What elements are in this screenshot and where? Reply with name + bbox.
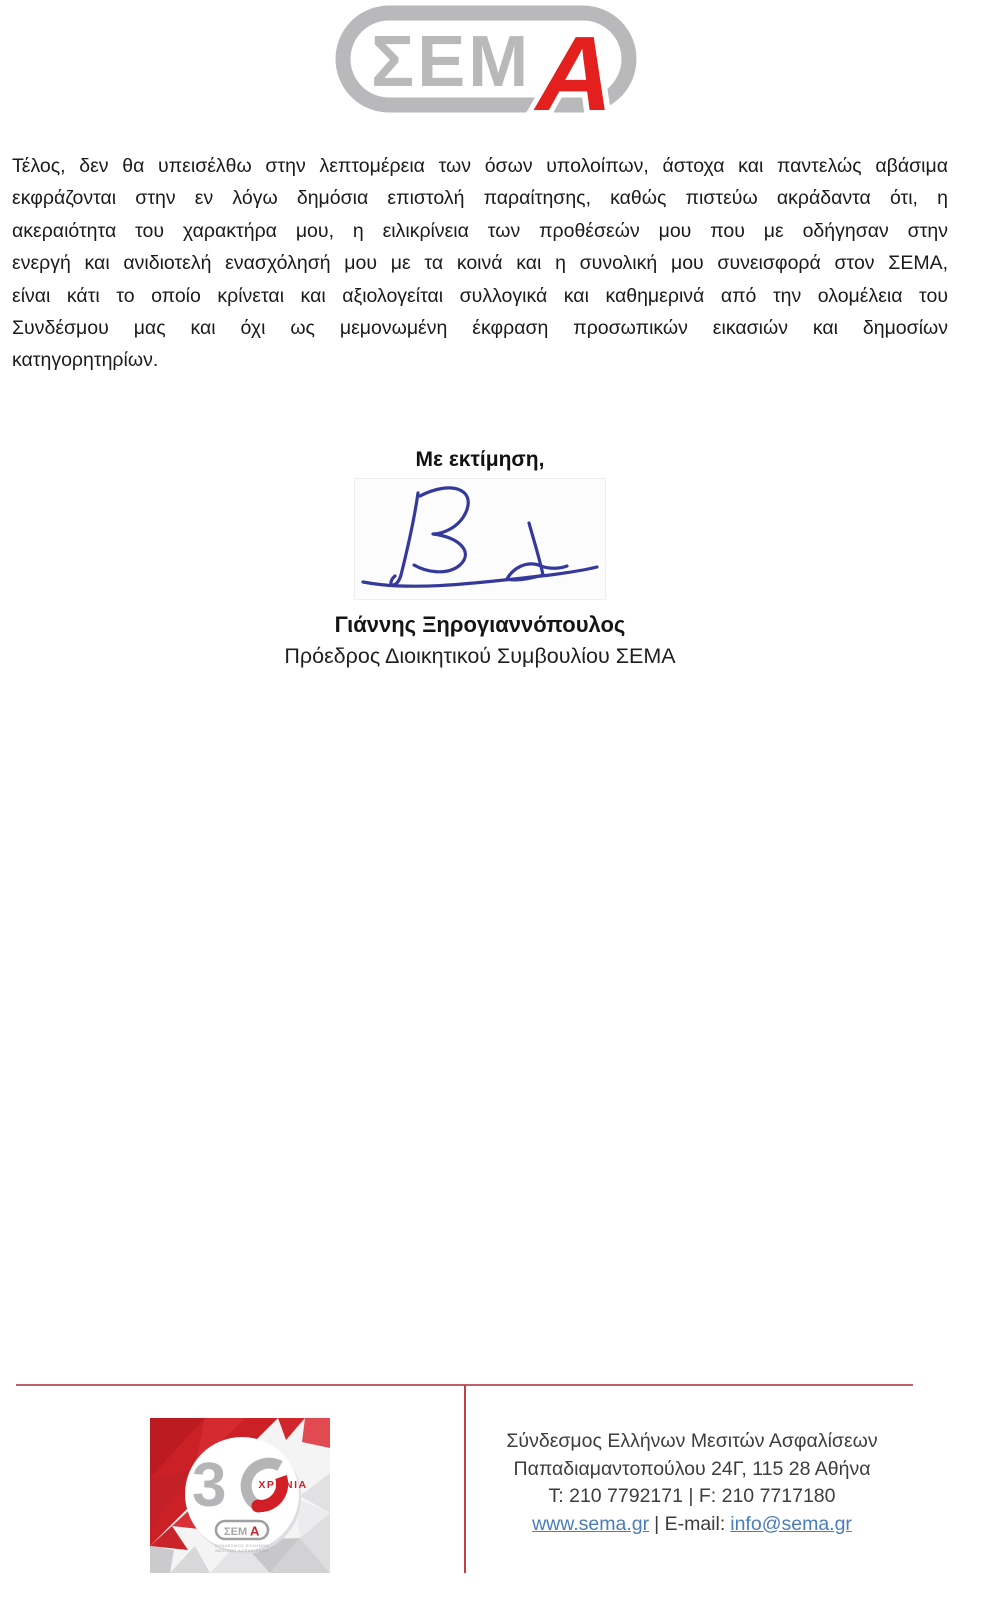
logo-text-red: Α [526,14,628,115]
logo-text-gray: ΣΕΜ [371,22,532,102]
closing-block [12,447,948,669]
footer-org-name: Σύνδεσμος Ελλήνων Μεσιτών Ασφαλίσεων [506,1430,878,1452]
badge-subtext-1: ΣΥΝΔΕΣΜΟΣ ΕΛΛΗΝΩΝ [214,1543,270,1548]
letter-body [12,150,948,377]
badge-subtext-2: ΜΕΣΙΤΩΝ ΑΣΦΑΛΙΣΕΩΝ [215,1548,269,1553]
body-line: ενεργή και ανιδιοτελή ενασχόλησή μου με τα κοινά και η συνολική μου συνεισφορά στον ΣΕΜΑ, [12,252,948,275]
footer-phone-fax: Τ: 210 7792171 | F: 210 7717180 [548,1485,836,1507]
salutation: Με εκτίμηση, [415,448,545,471]
badge-sema-gray: ΣΕΜ [224,1526,248,1538]
signer-name: Γιάννης Ξηρογιαννόπουλος [334,612,626,637]
anniversary-badge-graphic [150,1418,330,1573]
email-link[interactable]: info@sema.gr [730,1512,852,1535]
body-line: εκφράζονται στην εν λόγω δημόσια επιστολή παραίτησης, καθώς πιστεύω ακράδαντα ότι, η [12,187,948,210]
website-link[interactable]: www.sema.gr [532,1512,650,1535]
badge-digit-three: 3 [192,1451,227,1520]
signature-scribble [355,479,605,599]
footer-contact-block [466,1428,918,1538]
sema-logo-graphic [333,3,639,115]
body-line: ακεραιότητα του χαρακτήρα μου, η ειλικρίνεια των προθέσεών μου που με οδήγησαν στην [12,219,948,242]
body-line: είναι κάτι το οποίο κρίνεται και αξιολογείται συλλογικά και καθημερινά από την ολομέλεια του [12,284,948,307]
badge-years-label: ΧΡΟΝΙΑ [258,1479,308,1491]
signature-image [354,478,606,600]
anniversary-badge [150,1418,330,1573]
body-line: κατηγορητηρίων. [12,349,159,372]
footer-address: Παπαδιαμαντοπούλου 24Γ, 115 28 Αθήνα [513,1457,871,1480]
sema-logo [333,3,639,115]
body-line: Τέλος, δεν θα υπεισέλθω στην λεπτομέρεια των όσων υπολοίπων, άστοχα και παντελώς αβάσιμα [12,155,948,177]
signer-title: Πρόεδρος Διοικητικού Συμβουλίου ΣΕΜΑ [284,644,676,668]
badge-sema-red: Α [250,1523,260,1539]
footer-links-line [466,1511,918,1539]
body-line: Συνδέσμου μας και όχι ως μεμονωμένη έκφραση προσωπικών εικασιών και δημοσίων [12,317,948,340]
email-label: | E-mail: [654,1512,726,1535]
